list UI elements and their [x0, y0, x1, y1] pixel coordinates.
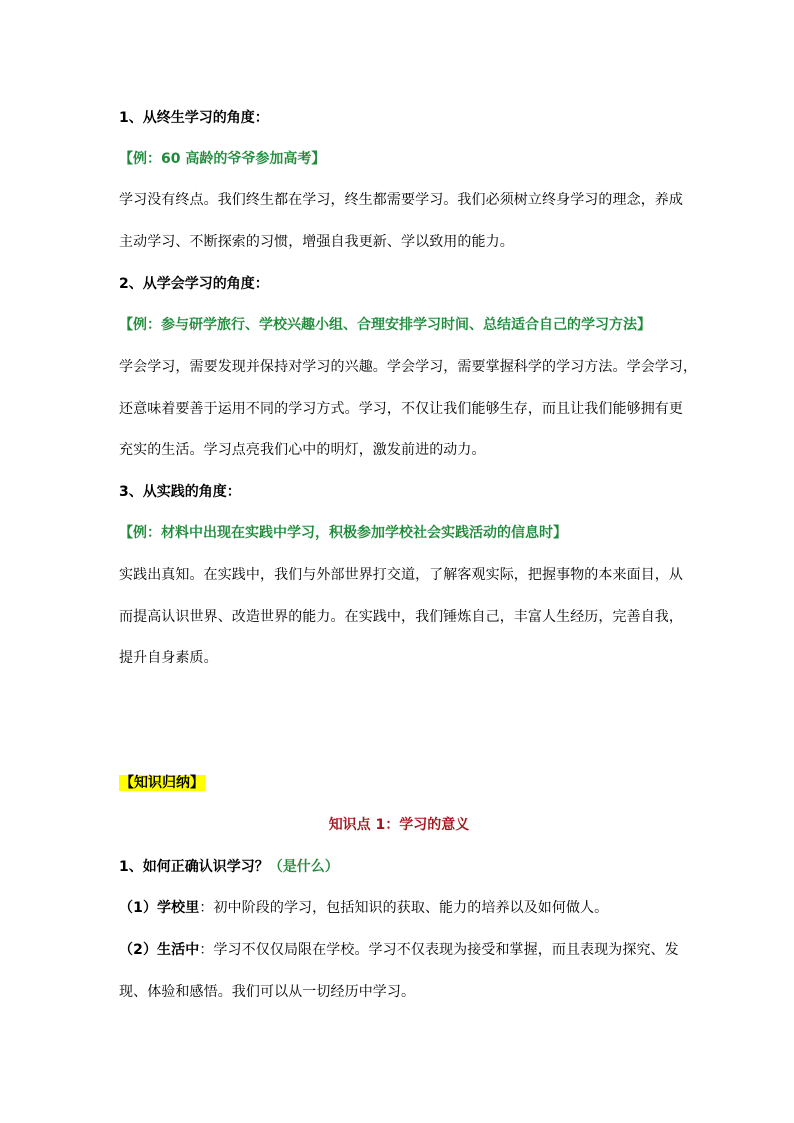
- item1-line: [119, 898, 608, 918]
- section3-heading: 3、从实践的角度：: [119, 484, 241, 500]
- item2-label: （2）生活中: [119, 942, 200, 958]
- section2-paragraph-line-3: 充实的生活。学习点亮我们心中的明灯，激发前进的动力。: [119, 442, 486, 458]
- question-hint: （是什么）: [268, 859, 339, 875]
- section2-heading: 2、从学会学习的角度：: [119, 276, 269, 292]
- section1-heading: 1、从终生学习的角度：: [119, 110, 269, 126]
- item2-text-line-1: ：学习不仅仅局限在学校。学习不仅表现为接受和掌握，而且表现为探究、发: [199, 942, 679, 958]
- section2-paragraph-line-2: 还意味着要善于运用不同的学习方式。学习，不仅让我们能够生存，而且让我们能够拥有更: [119, 401, 683, 417]
- item1-label: （1）学校里: [119, 900, 200, 916]
- section3-paragraph-line-2: 而提高认识世界、改造世界的能力。在实践中，我们锤炼自己，丰富人生经历，完善自我，: [119, 609, 683, 625]
- item2-line-1: [119, 940, 679, 960]
- section2-paragraph-line-1: 学会学习，需要发现并保持对学习的兴趣。学会学习，需要掌握科学的学习方法。学会学习，: [119, 359, 698, 375]
- question-heading: [119, 857, 339, 877]
- section1-paragraph-line-2: 主动学习、不断探索的习惯，增强自我更新、学以致用的能力。: [119, 234, 514, 250]
- knowledge-point-title: 知识点 1：学习的意义: [328, 817, 470, 833]
- section3-paragraph-line-3: 提升自身素质。: [119, 650, 218, 666]
- item2-line-2: 现、体验和感悟。我们可以从一切经历中学习。: [119, 984, 416, 1000]
- summary-tag-row: [119, 773, 205, 793]
- summary-tag: 【知识归纳】: [120, 775, 204, 791]
- section3-example: 【例：材料中出现在实践中学习，积极参加学校社会实践活动的信息时】: [119, 525, 567, 541]
- section3-paragraph-line-1: 实践出真知。在实践中，我们与外部世界打交道，了解客观实际，把握事物的本来面目，从: [119, 567, 683, 583]
- item1-text: ：初中阶段的学习，包括知识的获取、能力的培养以及如何做人。: [199, 900, 609, 916]
- section1-example: 【例：60 高龄的爷爷参加高考】: [119, 151, 326, 167]
- section2-example: 【例：参与研学旅行、学校兴趣小组、合理安排学习时间、总结适合自己的学习方法】: [119, 317, 651, 333]
- question-text: 1、如何正确认识学习？: [119, 859, 269, 875]
- section1-paragraph-line-1: 学习没有终点。我们终生都在学习，终生都需要学习。我们必须树立终身学习的理念，养成: [119, 192, 683, 208]
